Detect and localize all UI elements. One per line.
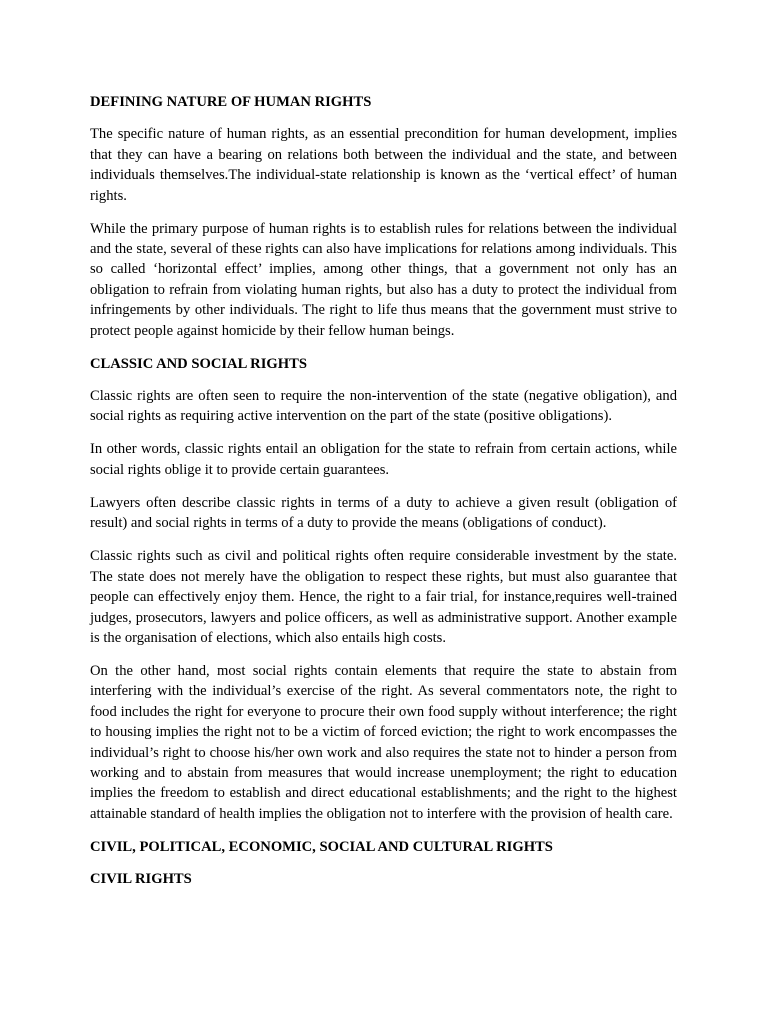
- paragraph-social-abstain: On the other hand, most social rights contain elements that require the state to abstain from interfering with the individual’s exercise of the right. As several commentators note, the right to food includes the right for everyone to procure their own food supply without interference; the right to housing implies the right not to be a victim of forced eviction; the right to work encompasses the individual’s right to choose his/her own work and also requires the state not to hinder a person from working and to abstain from measures that would increase unemployment; the right to education implies the freedom to establish and direct educational establishments; and the right to the highest attainable standard of health implies the obligation not to interfere with the provision of health care.: [90, 662, 677, 822]
- paragraph-classic-investment: Classic rights such as civil and political rights often require considerable investment by the state. The state does not merely have the obligation to respect these rights, but must also guarantee that people can effectively enjoy them. Hence, the right to a fair trial, for instance,requires well-trained judges, prosecutors, lawyers and police officers, as well as administrative support. Another example is the organisation of elections, which also entails high costs.: [90, 548, 677, 646]
- paragraph-lawyers: Lawyers often describe classic rights in terms of a duty to achieve a given result (obligation of result) and social rights in terms of a duty to provide the means (obligations of conduct).: [90, 494, 677, 532]
- section-heading-civil-political: CIVIL, POLITICAL, ECONOMIC, SOCIAL AND CULTURAL RIGHTS: [90, 838, 553, 855]
- document-page: [90, 92, 677, 902]
- section-heading-defining-nature: DEFINING NATURE OF HUMAN RIGHTS: [90, 94, 372, 110]
- section-heading-civil-rights: CIVIL RIGHTS: [90, 871, 192, 888]
- paragraph-non-intervention: Classic rights are often seen to require the non-intervention of the state (negative obligation), and social rights as requiring active intervention on the part of the state (positive obligations).: [90, 388, 677, 425]
- paragraph-specific-nature: The specific nature of human rights, as an essential precondition for human development, implies that they can have a bearing on relations both between the individual and the state, and between individuals themselves.The individual-state relationship is known as the ‘vertical effect’ of human rights.: [90, 126, 677, 204]
- paragraph-in-other-words: In other words, classic rights entail an obligation for the state to refrain from certain actions, while social rights oblige it to provide certain guarantees.: [90, 441, 677, 478]
- section-heading-classic-social: CLASSIC AND SOCIAL RIGHTS: [90, 355, 307, 372]
- paragraph-horizontal-effect: While the primary purpose of human rights is to establish rules for relations between the individual and the state, several of these rights can also have implications for relations among individuals. This so called ‘horizontal effect’ implies, among other things, that a government not only has an obligation to refrain from violating human rights, but also has a duty to protect the individual from infringements by other individuals. The right to life thus means that the government must strive to protect people against homicide by their fellow human beings.: [90, 220, 677, 339]
